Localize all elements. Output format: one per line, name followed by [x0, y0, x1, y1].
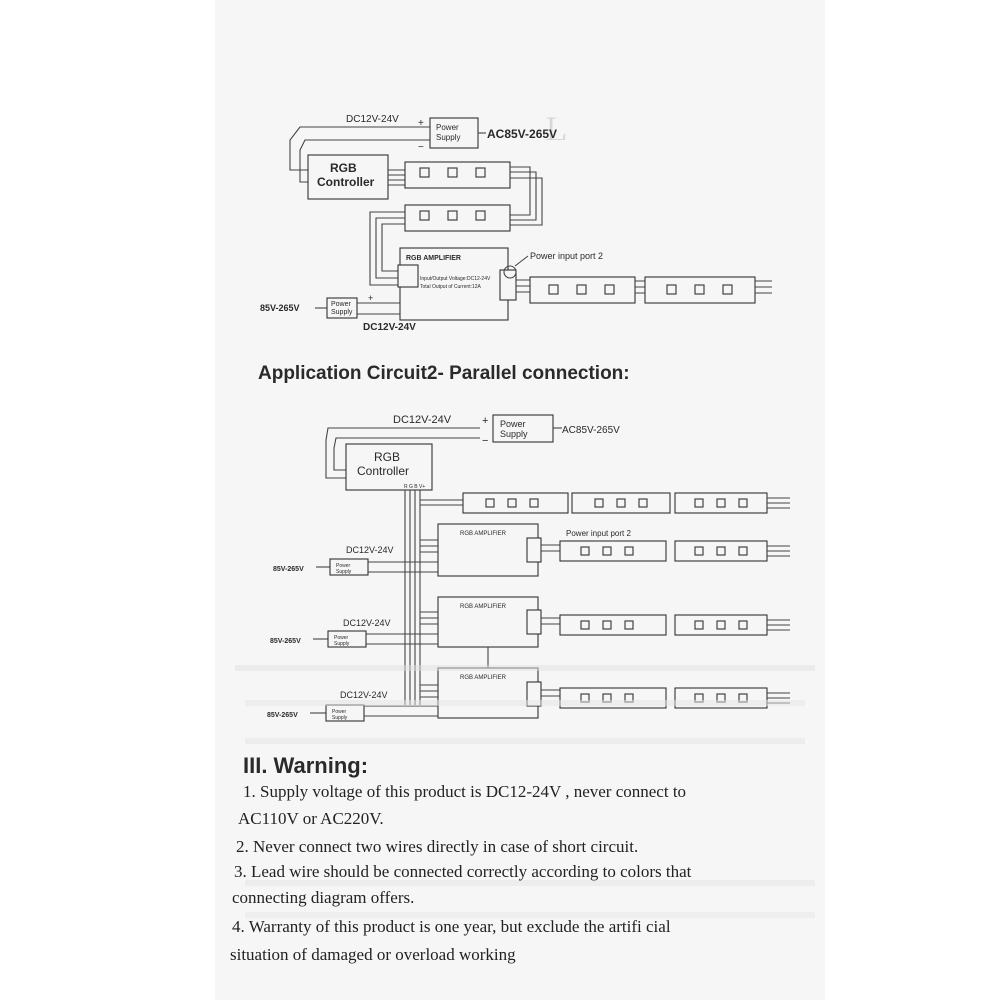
svg-text:Input/Output Voltage:DC12-24V: Input/Output Voltage:DC12-24V	[420, 276, 491, 282]
top-left-ac: 85V-265V	[260, 303, 300, 313]
svg-text:R G B V+: R G B V+	[404, 484, 426, 490]
svg-text:RGB AMPLIFIER: RGB AMPLIFIER	[406, 255, 461, 262]
top-bottom-dc: DC12V-24V	[363, 322, 416, 333]
svg-text:+: +	[418, 118, 424, 129]
svg-text:RGB: RGB	[374, 450, 401, 464]
svg-text:Ｌ: Ｌ	[540, 114, 570, 147]
svg-text:Supply: Supply	[336, 569, 352, 575]
parallel-amp-row-2	[270, 597, 790, 668]
svg-text:85V-265V: 85V-265V	[273, 566, 304, 573]
svg-text:+: +	[482, 415, 489, 427]
warning-line-3: 2. Never connect two wires directly in case of short circuit.	[236, 837, 639, 856]
svg-text:Supply: Supply	[500, 429, 528, 439]
parallel-amp-row-3	[267, 668, 790, 721]
warning-line-7: situation of damaged or overload working	[230, 945, 516, 964]
top-ac-label: AC85V-265V	[487, 127, 558, 141]
parallel-ac-label: AC85V-265V	[562, 425, 620, 436]
parallel-dc-label: DC12V-24V	[393, 414, 452, 426]
svg-text:Controller: Controller	[317, 175, 375, 189]
svg-text:+: +	[368, 293, 374, 303]
svg-text:Supply: Supply	[332, 715, 348, 721]
warning-line-5: connecting diagram offers.	[232, 888, 415, 907]
svg-text:Supply: Supply	[436, 133, 461, 142]
svg-text:85V-265V: 85V-265V	[270, 638, 301, 645]
svg-text:DC12V-24V: DC12V-24V	[340, 690, 388, 700]
warning-line-2: AC110V or AC220V.	[238, 809, 384, 828]
parallel-diagram	[267, 414, 790, 721]
svg-text:RGB AMPLIFIER: RGB AMPLIFIER	[460, 604, 507, 610]
section-title: Application Circuit2- Parallel connection:	[258, 363, 630, 384]
top-port-label: Power input port 2	[530, 251, 604, 261]
svg-text:Power: Power	[436, 123, 459, 132]
svg-text:85V-265V: 85V-265V	[267, 712, 298, 719]
warning-line-6: 4. Warranty of this product is one year, but exclude the artifi cial	[232, 917, 671, 936]
svg-text:Supply: Supply	[331, 309, 353, 316]
warning-title: III. Warning:	[243, 753, 369, 778]
svg-text:DC12V-24V: DC12V-24V	[343, 618, 391, 628]
svg-text:Power: Power	[331, 301, 351, 308]
svg-text:Supply: Supply	[334, 641, 350, 647]
svg-text:Power input port 2: Power input port 2	[566, 529, 631, 538]
warning-line-1: 1. Supply voltage of this product is DC12-24V , never connect to	[243, 782, 687, 801]
top-diagram	[260, 114, 772, 333]
top-dc-label: DC12V-24V	[346, 114, 399, 125]
svg-text:−: −	[482, 435, 489, 447]
svg-text:−: −	[418, 142, 424, 153]
svg-text:Total Output of Current:12A: Total Output of Current:12A	[420, 284, 481, 290]
parallel-amp-row-1	[273, 524, 790, 576]
svg-text:RGB AMPLIFIER: RGB AMPLIFIER	[460, 675, 507, 681]
svg-text:RGB: RGB	[330, 161, 357, 175]
svg-text:Power: Power	[500, 419, 526, 429]
warning-section	[230, 753, 692, 964]
svg-text:RGB AMPLIFIER: RGB AMPLIFIER	[460, 531, 507, 537]
svg-text:Controller: Controller	[357, 464, 410, 478]
svg-text:DC12V-24V: DC12V-24V	[346, 545, 394, 555]
svg-text:Power: Power	[336, 563, 351, 569]
svg-text:Power: Power	[332, 709, 347, 715]
warning-line-4: 3. Lead wire should be connected correctly according to colors that	[234, 862, 692, 881]
svg-text:Power: Power	[334, 635, 349, 641]
